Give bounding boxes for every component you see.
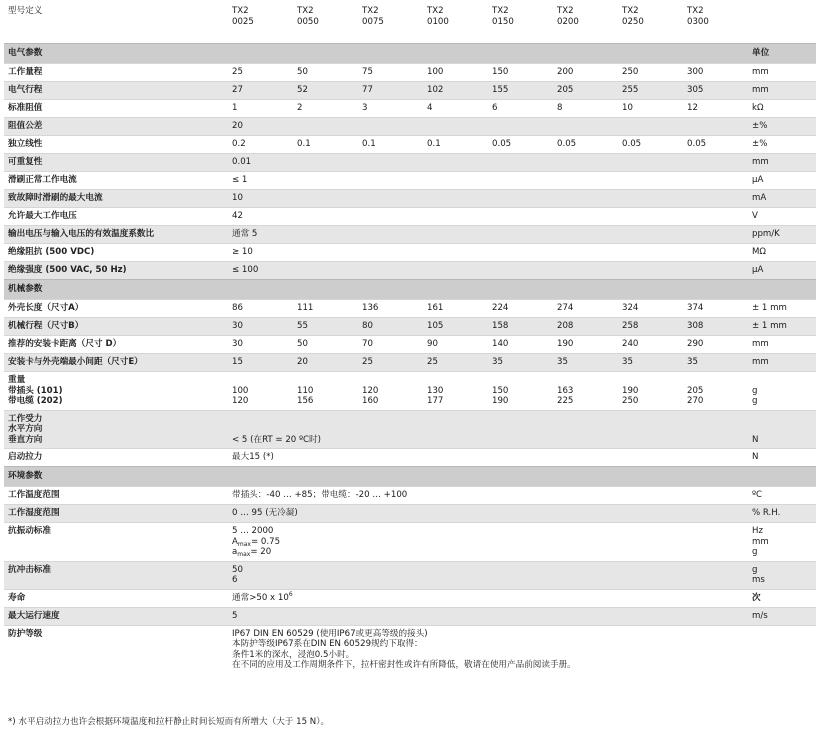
value-cell: 290 — [683, 336, 748, 354]
unit-cell: mm — [748, 336, 816, 354]
model-code — [553, 0, 618, 44]
value-cell: 77 — [358, 82, 423, 100]
spec-row — [4, 172, 816, 190]
value-cell: 111 — [293, 300, 358, 318]
row-label: 电气行程 — [4, 82, 228, 100]
value-cell: 190 — [553, 336, 618, 354]
weight-value: 225 — [557, 396, 574, 406]
weight-value: 270 — [687, 396, 704, 406]
life-exponent: 6 — [288, 590, 293, 598]
spec-row — [4, 410, 816, 449]
value-cell: 25 — [358, 354, 423, 372]
spec-row — [4, 607, 816, 625]
force-line: 垂直方向 — [8, 434, 43, 445]
value-cell — [228, 625, 748, 674]
weight-value: 250 — [622, 396, 639, 406]
value-cell: 25 — [228, 64, 293, 82]
spec-row — [4, 244, 816, 262]
value-cell — [488, 372, 553, 411]
value-cell: 150 — [488, 64, 553, 82]
value-cell — [293, 372, 358, 411]
shock-value: 6 — [232, 575, 238, 585]
unit-cell: m/s — [748, 607, 816, 625]
value-cell: 105 — [423, 318, 488, 336]
value-cell: 6 — [488, 100, 553, 118]
model-series: TX2 — [622, 6, 639, 16]
model-code — [488, 0, 553, 44]
model-series: TX2 — [427, 6, 444, 16]
weight-value: 120 — [362, 385, 379, 396]
model-number: 0250 — [622, 17, 644, 27]
value-cell: 42 — [228, 208, 748, 226]
spec-row — [4, 262, 816, 280]
model-series: TX2 — [687, 6, 704, 16]
value-cell — [228, 372, 293, 411]
unit-cell: mm — [748, 354, 816, 372]
value-cell: 80 — [358, 318, 423, 336]
value-cell: 374 — [683, 300, 748, 318]
weight-value: 156 — [297, 396, 314, 406]
vibration-amax — [232, 537, 748, 548]
unit-cell: ± 1 mm — [748, 300, 816, 318]
symbol: a — [232, 547, 238, 557]
value-cell: 70 — [358, 336, 423, 354]
value-cell: ≤ 1 — [228, 172, 748, 190]
unit-cell — [748, 561, 816, 589]
value-cell: 50 — [293, 64, 358, 82]
value-cell: 75 — [358, 64, 423, 82]
value-cell: 255 — [618, 82, 683, 100]
value-cell: 50 — [293, 336, 358, 354]
value-cell: 205 — [553, 82, 618, 100]
vibration-unit: g — [752, 547, 758, 557]
weight-value: 163 — [557, 385, 574, 396]
weight-value: 190 — [492, 396, 509, 406]
value-cell: 161 — [423, 300, 488, 318]
value-cell — [683, 372, 748, 411]
value-cell: 12 — [683, 100, 748, 118]
symbol-value: = 0.75 — [250, 536, 281, 547]
model-number: 0025 — [232, 17, 254, 27]
unit-cell — [748, 625, 816, 674]
model-header-row — [4, 0, 816, 44]
unit-cell: ±% — [748, 118, 816, 136]
spec-row — [4, 625, 816, 674]
unit-cell: mA — [748, 190, 816, 208]
value-cell: 0.05 — [683, 136, 748, 154]
blank-line — [362, 375, 423, 386]
model-code — [358, 0, 423, 44]
blank-line — [297, 375, 358, 386]
row-label: 阻值公差 — [4, 118, 228, 136]
model-title: 型号定义 — [8, 6, 43, 16]
model-number: 0050 — [297, 17, 319, 27]
value-cell: 55 — [293, 318, 358, 336]
weight-value: 110 — [297, 385, 314, 396]
spec-row — [4, 64, 816, 82]
shock-unit: g — [752, 564, 758, 575]
force-label — [4, 410, 228, 449]
force-value: < 5 (在RT = 20 ºC时) — [232, 434, 322, 445]
spec-row — [4, 318, 816, 336]
value-cell: 2 — [293, 100, 358, 118]
unit-cell: μA — [748, 172, 816, 190]
spec-row — [4, 487, 816, 505]
shock-value: 50 — [232, 564, 243, 575]
blank-line — [687, 375, 748, 386]
value-cell: 102 — [423, 82, 488, 100]
spec-row — [4, 82, 816, 100]
vibration-freq: 5 … 2000 — [232, 526, 274, 536]
force-line: 水平方向 — [8, 424, 43, 434]
shock-unit: ms — [752, 575, 765, 585]
life-value: 通常>50 x 10 — [232, 592, 289, 603]
value-cell: 20 — [228, 118, 748, 136]
unit-cell — [748, 523, 816, 562]
blank-line — [232, 414, 748, 425]
model-code — [618, 0, 683, 44]
value-cell: 35 — [683, 354, 748, 372]
section-title: 电气参数 — [4, 44, 748, 64]
row-label: 独立线性 — [4, 136, 228, 154]
value-cell: 通常 5 — [228, 226, 748, 244]
model-series: TX2 — [492, 6, 509, 16]
protection-line: 条件1米的深水，浸泡0.5小时。 — [232, 649, 355, 660]
row-label: 推荐的安装卡距离（尺寸 D） — [4, 336, 228, 354]
section-title: 机械参数 — [4, 280, 748, 300]
value-cell: 0.01 — [228, 154, 748, 172]
spec-row — [4, 154, 816, 172]
value-cell: 155 — [488, 82, 553, 100]
unit-cell: mm — [748, 64, 816, 82]
row-label: 寿命 — [4, 589, 228, 607]
row-label: 防护等级 — [4, 625, 228, 674]
value-cell: 258 — [618, 318, 683, 336]
value-cell: 27 — [228, 82, 293, 100]
protection-line: 本防护等级IP67系在DIN EN 60529规约下取得： — [232, 639, 423, 649]
model-number: 0150 — [492, 17, 514, 27]
model-code — [228, 0, 293, 44]
unit-header: 单位 — [748, 44, 816, 64]
value-cell: 200 — [553, 64, 618, 82]
model-series: TX2 — [362, 6, 379, 16]
symbol-sub: max — [237, 551, 251, 558]
row-label: 工作湿度范围 — [4, 505, 228, 523]
footnote: *) 水平启动拉力也许会根据环境温度和拉杆静止时间长短而有所增大（大于 15 N）。 — [8, 717, 330, 727]
unit-cell: 次 — [748, 589, 816, 607]
blank-line — [752, 424, 816, 435]
blank-line — [752, 375, 816, 386]
spec-row — [4, 336, 816, 354]
value-cell: 35 — [488, 354, 553, 372]
value-cell: 0.1 — [358, 136, 423, 154]
weight-label — [4, 372, 228, 411]
unit-cell: mm — [748, 82, 816, 100]
spec-row — [4, 372, 816, 411]
row-label: 输出电压与输入电压的有效温度系数比 — [4, 226, 228, 244]
value-cell: 86 — [228, 300, 293, 318]
symbol: A — [232, 536, 238, 547]
value-cell: 20 — [293, 354, 358, 372]
row-label: 绝缘阻抗 (500 VDC) — [4, 244, 228, 262]
weight-variant: 带插头 (101) — [8, 385, 63, 396]
weight-value: 100 — [232, 385, 249, 396]
unit-cell — [748, 372, 816, 411]
section-environment — [4, 467, 816, 487]
row-label: 工作量程 — [4, 64, 228, 82]
spec-row — [4, 118, 816, 136]
protection-line: IP67 DIN EN 60529 (使用IP67或更高等级的接头) — [232, 628, 428, 639]
blank-line — [622, 375, 683, 386]
row-label: 允许最大工作电压 — [4, 208, 228, 226]
symbol-sub: max — [237, 540, 251, 548]
spec-row — [4, 561, 816, 589]
model-series: TX2 — [557, 6, 574, 16]
value-cell: 15 — [228, 354, 293, 372]
value-cell: 208 — [553, 318, 618, 336]
value-cell: 0.05 — [488, 136, 553, 154]
row-label: 工作温度范围 — [4, 487, 228, 505]
row-label: 启动拉力 — [4, 449, 228, 467]
row-label: 机械行程（尺寸B） — [4, 318, 228, 336]
value-cell: 324 — [618, 300, 683, 318]
unit-cell: mm — [748, 154, 816, 172]
value-cell: 带插头：-40 … +85；带电缆：-20 … +100 — [228, 487, 748, 505]
value-cell — [553, 372, 618, 411]
row-label: 抗振动标准 — [4, 523, 228, 562]
model-number: 0075 — [362, 17, 384, 27]
value-cell: 52 — [293, 82, 358, 100]
row-label: 绝缘强度 (500 VAC, 50 Hz) — [4, 262, 228, 280]
vibration-unit: mm — [752, 536, 769, 547]
value-cell: 0.05 — [553, 136, 618, 154]
value-cell: 0.1 — [423, 136, 488, 154]
spec-row — [4, 589, 816, 607]
unit-cell — [748, 410, 816, 449]
value-cell: 274 — [553, 300, 618, 318]
model-series: TX2 — [232, 6, 249, 16]
header-spacer — [748, 0, 816, 44]
value-cell: 30 — [228, 336, 293, 354]
weight-title: 重量 — [8, 375, 26, 385]
value-cell — [618, 372, 683, 411]
weight-value: 130 — [427, 385, 444, 396]
row-label: 可重复性 — [4, 154, 228, 172]
row-label: 外壳长度（尺寸A） — [4, 300, 228, 318]
blank-line — [232, 424, 748, 435]
value-cell — [228, 589, 748, 607]
value-cell: 0 … 95 (无冷凝) — [228, 505, 748, 523]
value-cell: 224 — [488, 300, 553, 318]
unit-cell: ± 1 mm — [748, 318, 816, 336]
value-cell — [228, 410, 748, 449]
value-cell: 90 — [423, 336, 488, 354]
weight-value: 177 — [427, 396, 444, 406]
section-electrical — [4, 44, 816, 64]
value-cell: 30 — [228, 318, 293, 336]
value-cell: 最大15 (*) — [228, 449, 748, 467]
value-cell: 25 — [423, 354, 488, 372]
value-cell: 0.2 — [228, 136, 293, 154]
weight-value: 160 — [362, 396, 379, 406]
unit-cell: V — [748, 208, 816, 226]
model-code — [423, 0, 488, 44]
blank-line — [232, 375, 293, 386]
model-code — [293, 0, 358, 44]
value-cell: 240 — [618, 336, 683, 354]
value-cell: 100 — [423, 64, 488, 82]
unit-cell: kΩ — [748, 100, 816, 118]
model-number: 0100 — [427, 17, 449, 27]
force-line: 工作受力 — [8, 413, 43, 424]
model-code — [683, 0, 748, 44]
value-cell: 1 — [228, 100, 293, 118]
spec-row — [4, 100, 816, 118]
value-cell: 0.1 — [293, 136, 358, 154]
unit-header — [748, 467, 816, 487]
unit-cell: ºC — [748, 487, 816, 505]
model-number: 0200 — [557, 17, 579, 27]
spec-row — [4, 449, 816, 467]
value-cell: 140 — [488, 336, 553, 354]
blank-line — [427, 375, 488, 386]
blank-line — [492, 375, 553, 386]
value-cell: 250 — [618, 64, 683, 82]
value-cell — [358, 372, 423, 411]
weight-value: 150 — [492, 385, 509, 396]
symbol-value: = 20 — [250, 547, 272, 557]
weight-value: 120 — [232, 396, 249, 406]
value-cell: 3 — [358, 100, 423, 118]
value-cell: 136 — [358, 300, 423, 318]
spec-table — [4, 0, 816, 674]
value-cell: 35 — [553, 354, 618, 372]
value-cell: 35 — [618, 354, 683, 372]
spec-row — [4, 190, 816, 208]
value-cell: 308 — [683, 318, 748, 336]
force-unit: N — [752, 434, 759, 445]
row-label: 滑刷正常工作电流 — [4, 172, 228, 190]
model-number: 0300 — [687, 17, 709, 27]
weight-unit: g — [752, 385, 758, 396]
value-cell: 10 — [228, 190, 748, 208]
value-cell: 5 — [228, 607, 748, 625]
blank-line — [752, 414, 816, 425]
value-cell — [228, 561, 748, 589]
weight-value: 190 — [622, 385, 639, 396]
unit-cell: ppm/K — [748, 226, 816, 244]
row-label: 致故障时滑刷的最大电流 — [4, 190, 228, 208]
unit-cell: μA — [748, 262, 816, 280]
spec-row — [4, 208, 816, 226]
value-cell: 8 — [553, 100, 618, 118]
weight-value: 205 — [687, 385, 704, 396]
value-cell — [228, 523, 748, 562]
value-cell: 158 — [488, 318, 553, 336]
spec-row — [4, 226, 816, 244]
value-cell: 305 — [683, 82, 748, 100]
value-cell: 4 — [423, 100, 488, 118]
spec-row — [4, 136, 816, 154]
vibration-amax-accel — [232, 547, 748, 558]
unit-cell: N — [748, 449, 816, 467]
vibration-unit: Hz — [752, 526, 763, 536]
spec-row — [4, 505, 816, 523]
spec-row — [4, 523, 816, 562]
row-label: 安装卡与外壳端最小间距（尺寸E） — [4, 354, 228, 372]
unit-cell: MΩ — [748, 244, 816, 262]
unit-cell: % R.H. — [748, 505, 816, 523]
blank-line — [557, 375, 618, 386]
value-cell: 10 — [618, 100, 683, 118]
value-cell: 0.05 — [618, 136, 683, 154]
section-mechanical — [4, 280, 816, 300]
row-label: 抗冲击标准 — [4, 561, 228, 589]
row-label: 最大运行速度 — [4, 607, 228, 625]
value-cell: ≥ 10 — [228, 244, 748, 262]
value-cell: ≤ 100 — [228, 262, 748, 280]
unit-header — [748, 280, 816, 300]
spec-row — [4, 300, 816, 318]
weight-variant: 带电缆 (202) — [8, 396, 63, 406]
spec-row — [4, 354, 816, 372]
value-cell: 300 — [683, 64, 748, 82]
value-cell — [423, 372, 488, 411]
row-label: 标准阻值 — [4, 100, 228, 118]
protection-line: 在不同的应用及工作周期条件下，拉杆密封性或许有所降低，敬请在使用产品前阅读手册。 — [232, 660, 576, 670]
weight-unit: g — [752, 396, 758, 406]
section-title: 环境参数 — [4, 467, 748, 487]
model-series: TX2 — [297, 6, 314, 16]
unit-cell: ±% — [748, 136, 816, 154]
